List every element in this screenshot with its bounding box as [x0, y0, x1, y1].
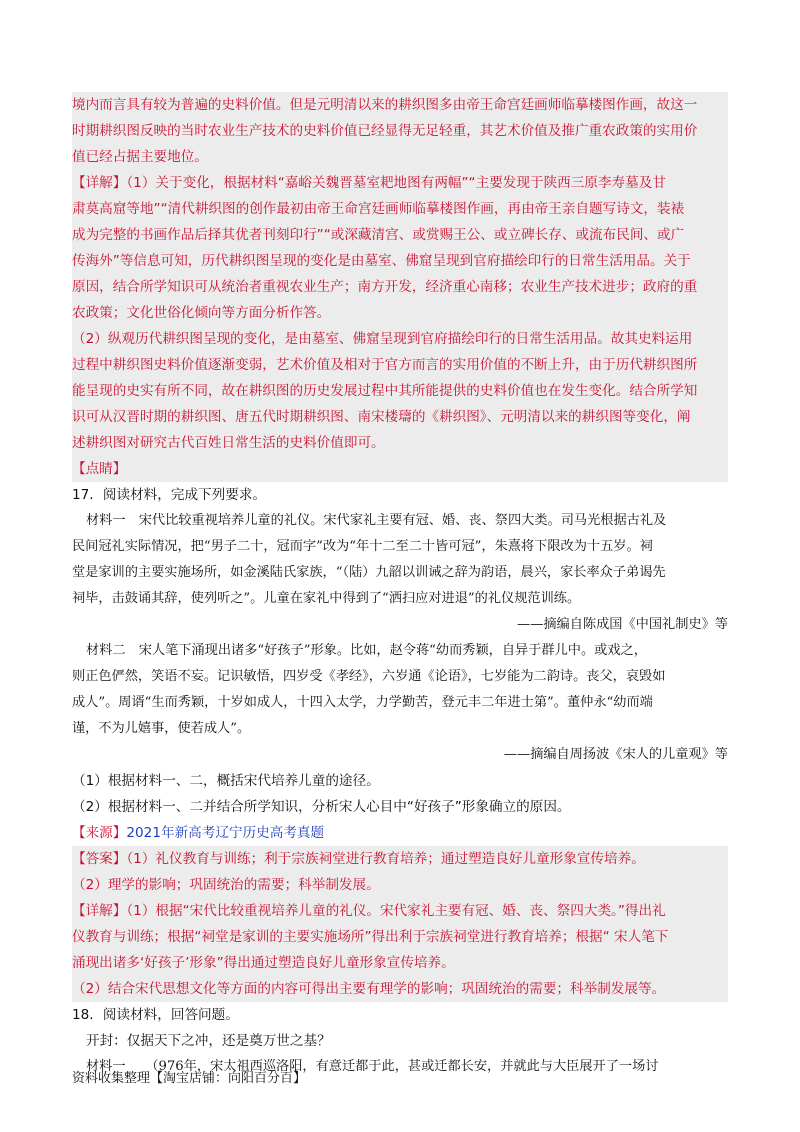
material-line: 谨，不为儿嬉事，使若成人”。 [72, 721, 251, 736]
material-line: 则正色俨然，笑语不妄。记识敏悟，四岁受《孝经》，六岁通《论语》，七岁能为二韵诗。丧父，哀毁如 [72, 669, 666, 684]
text-line: 原因，结合所学知识可从统治者重视农业生产；南方开发，经济重心南移；农业生产技术进步；政府的重 [72, 274, 728, 300]
text-line: 成为完整的书画作品后择其优者刊刻印行”“或深藏清宫、或赏赐王公、或立碑长存、或流布民间、或广 [72, 222, 728, 248]
detail-line: 仪教育与训练；根据“祠堂是家训的主要实施场所”得出利于宗族祠堂进行教育培养；根据“ 宋人笔下 [72, 924, 728, 950]
material-source: ——摘编自周扬波《宋人的儿童观》等 [503, 747, 728, 762]
material-line: 材料二 宋人笔下涌现出诸多“好孩子”形象。比如，赵令蒋“幼而秀颖，自异于群儿中。或戏之， [86, 643, 647, 658]
text-line: （2）纵观历代耕织图呈现的变化，是由墓室、佛窟呈现到官府描绘印行的日常生活用品。故其史料运用 [72, 326, 728, 352]
material-line: 材料一 （976年，宋太祖西巡洛阳，有意迁都于此，甚或迁都长安，并就此与大臣展开了一场讨 [86, 1059, 659, 1074]
text-line: 时期耕织图反映的当时农业生产技术的史料价值已经显得无足轻重，其艺术价值及推广重农政策的实用价 [72, 118, 728, 144]
material-line: 堂是家训的主要实施场所，如金溪陆氏家族，“（陆）九韶以训诫之辞为韵语，晨兴，家长率众子弟谒先 [72, 565, 666, 580]
answer-line: （2）理学的影响；巩固统治的需要；科举制发展。 [72, 872, 728, 898]
material-line: 祠毕，击鼓诵其辞，使列听之”。儿童在家礼中得到了“洒扫应对进退”的礼仪规范训练。 [72, 591, 581, 606]
material-line: 成人”。周谞“生而秀颖，十岁如成人，十四入太学，力学勤苦，登元丰二年进士第”。董仲永“幼而端 [72, 695, 653, 710]
detail-line: （2）结合宋代思想文化等方面的内容可得出主要有理学的影响；巩固统治的需要；科举制发展等。 [72, 976, 728, 1002]
question-stem: 17．阅读材料，完成下列要求。 [72, 487, 267, 503]
answer-16-continuation [72, 92, 728, 170]
source-line [72, 820, 728, 846]
sub-question: （1）根据材料一、二，概括宋代培养儿童的途径。 [72, 773, 380, 789]
answer-line: 【答案】（1）礼仪教育与训练；利于宗族祠堂进行教育培养；通过塑造良好儿童形象宣传培养。 [72, 846, 728, 872]
source-link[interactable]: 2021年新高考辽宁历史高考真题 [126, 825, 325, 841]
question-17 [72, 482, 728, 1002]
text-line: 述耕织图对研究古代百姓日常生活的史料价值即可。 [72, 430, 728, 456]
source-label: 【来源】 [72, 825, 127, 841]
comment-label: 【点睛】 [72, 456, 728, 482]
text-line: 识可从汉晋时期的耕织图、唐五代时期耕织图、南宋楼璹的《耕织图》、元明清以来的耕织图等变化，阐 [72, 404, 728, 430]
text-line: 农政策；文化世俗化倾向等方面分析作答。 [72, 300, 728, 326]
material-line: 材料一 宋代比较重视培养儿童的礼仪。宋代家礼主要有冠、婚、丧、祭四大类。司马光根据古礼及 [86, 513, 667, 528]
detail-line: 涌现出诸多‘好孩子’形象”得出通过塑造良好儿童形象宣传培养。 [72, 950, 728, 976]
text-line: 肃莫高窟等地”“清代耕织图的创作最初由帝王命宫廷画师临摹楼图作画，再由帝王亲自题写诗文，装裱 [72, 196, 728, 222]
material-source: ——摘编自陈成国《中国礼制史》等 [517, 617, 728, 632]
text-line: 境内而言具有较为普遍的史料价值。但是元明清以来的耕织图多由帝王命宫廷画师临摹楼图作画，故这一 [72, 92, 728, 118]
detail-line: 【详解】（1）根据“宋代比较重视培养儿童的礼仪。宋代家礼主要有冠、婚、丧、祭四大类。”得出礼 [72, 898, 728, 924]
document-page [72, 92, 728, 1080]
detail-16 [72, 170, 728, 482]
text-line: 传海外”等信息可知，历代耕织图呈现的变化是由墓室、佛窟呈现到官府描绘印行的日常生活用品。关于 [72, 248, 728, 274]
text-line: 值已经占据主要地位。 [72, 144, 728, 170]
text-line: 能呈现的史实有所不同，故在耕织图的历史发展过程中其所能提供的史料价值也在发生变化。结合所学知 [72, 378, 728, 404]
text-line: 【详解】（1）关于变化，根据材料“嘉峪关魏晋墓室耙地图有两幅”“主要发现于陕西三原李寿墓及甘 [72, 170, 728, 196]
text-line: 过程中耕织图史料价值逐渐变弱，艺术价值及相对于官方而言的实用价值的不断上升，由于历代耕织图所 [72, 352, 728, 378]
material-line: 民间冠礼实际情况，把“男子二十，冠而字”改为“年十二至二十皆可冠”，朱熹将下限改为十五岁。祠 [72, 539, 653, 554]
question-stem: 18．阅读材料，回答问题。 [72, 1007, 239, 1023]
question-subtitle: 开封：仅据天下之冲，还是奠万世之基？ [86, 1033, 331, 1049]
page-footer: 资料收集整理【淘宝店铺：向阳百分百】 [72, 1071, 307, 1086]
sub-question: （2）根据材料一、二并结合所学知识，分析宋人心目中“好孩子”形象确立的原因。 [72, 799, 571, 815]
